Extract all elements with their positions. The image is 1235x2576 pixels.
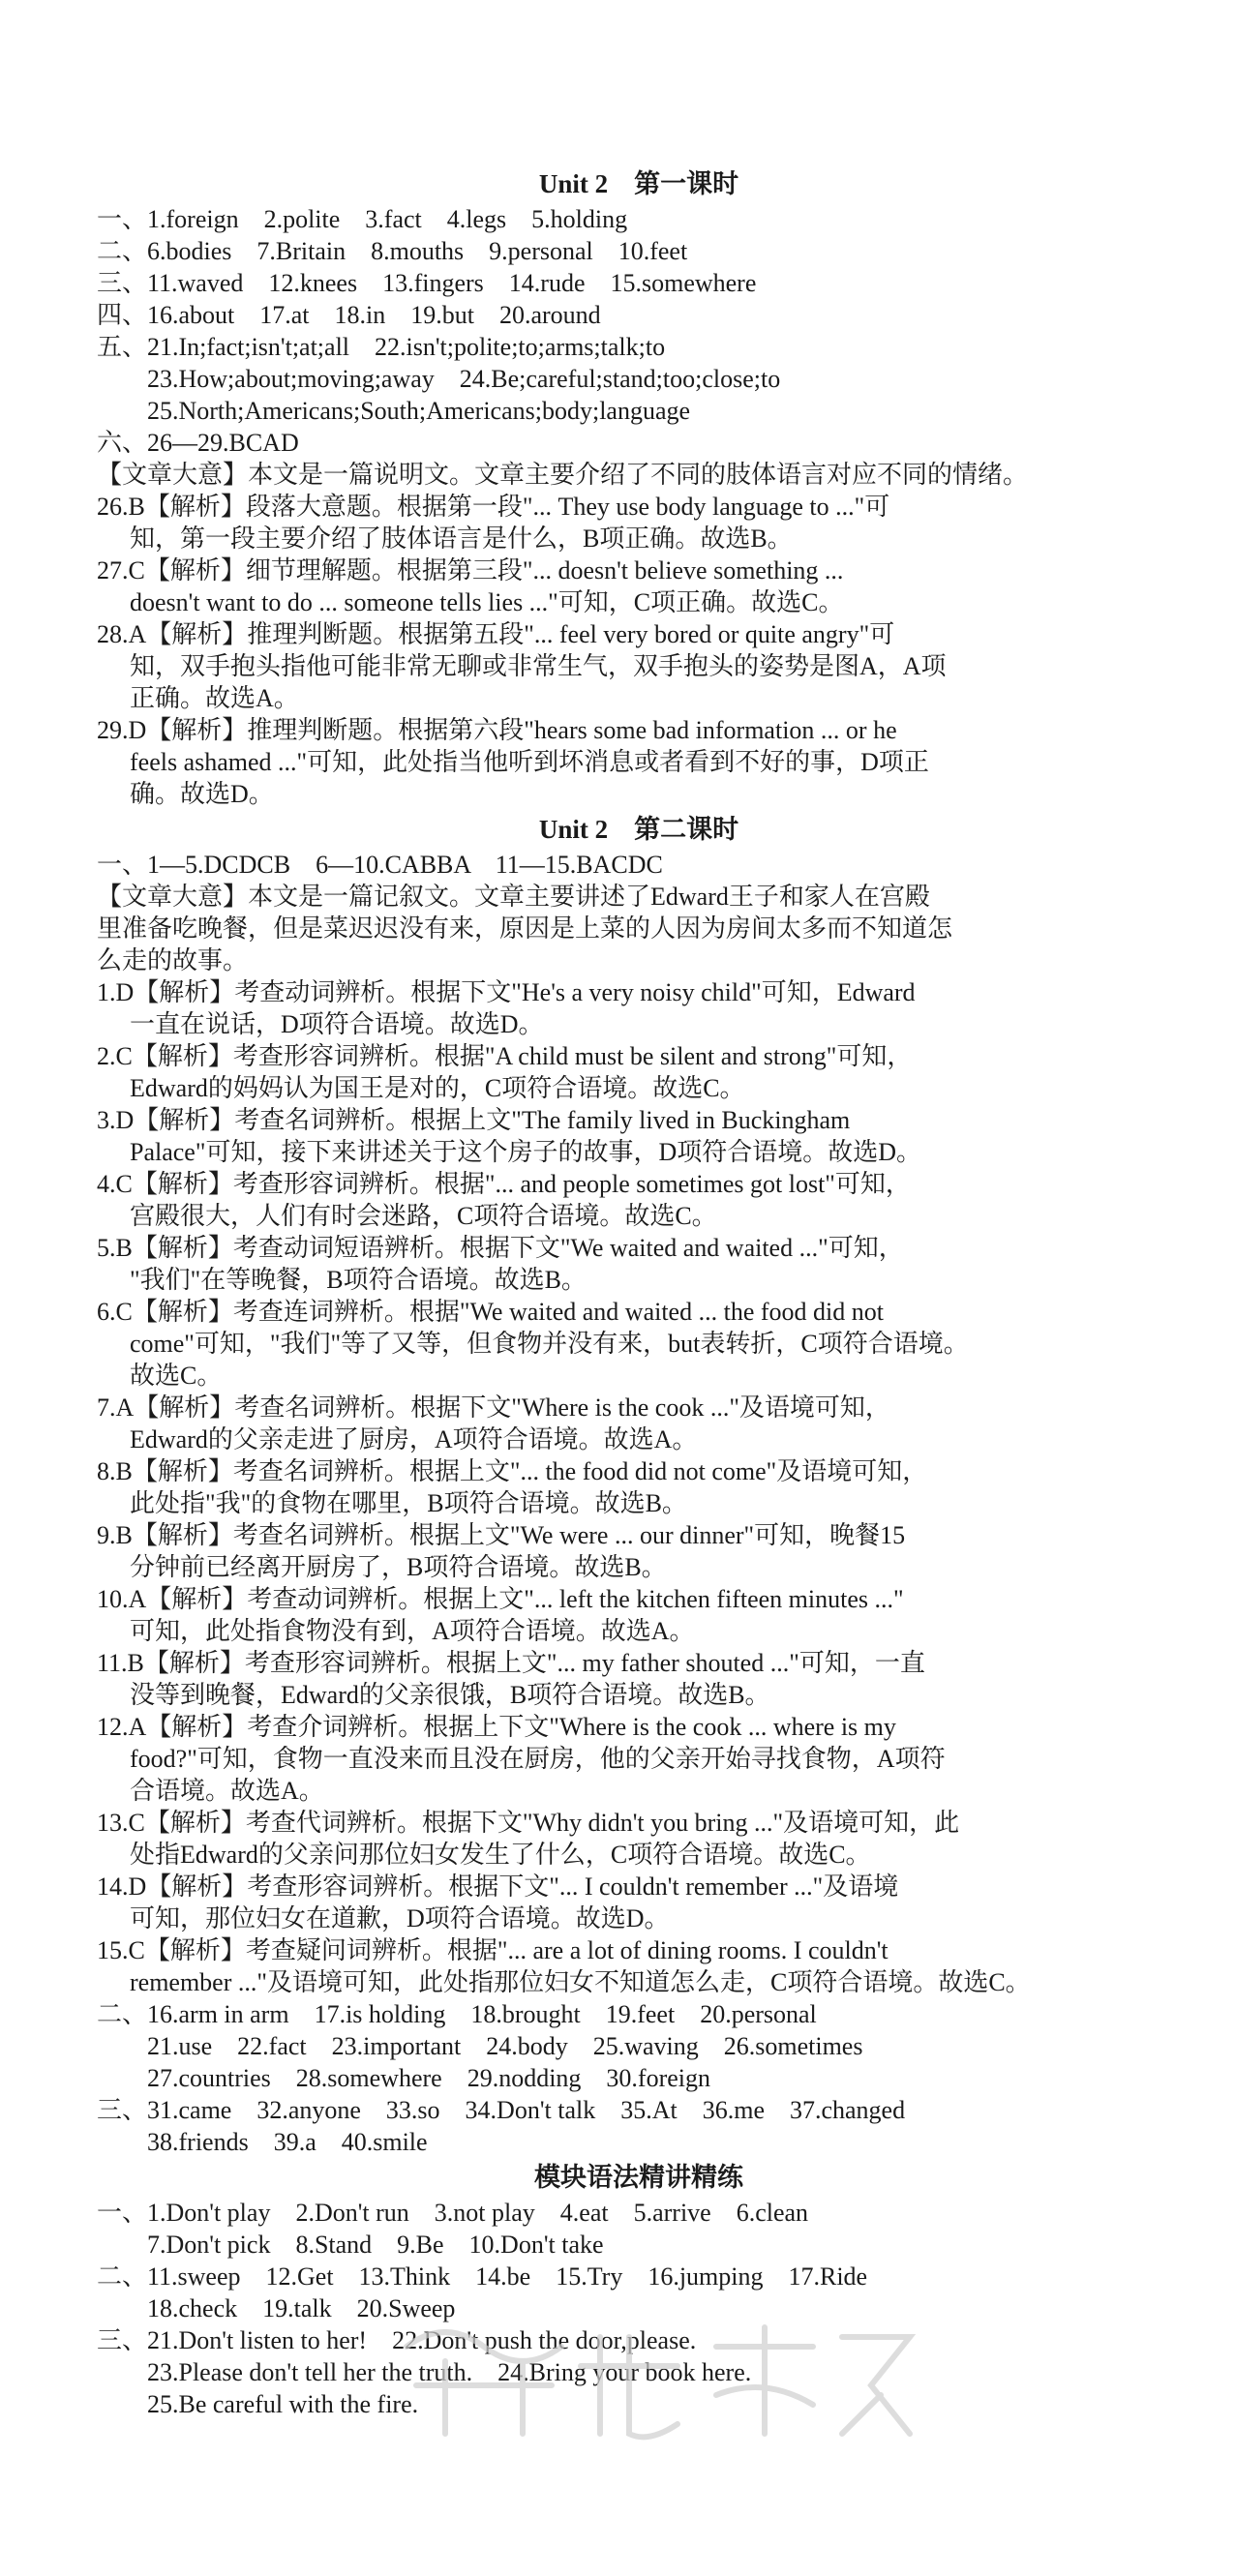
answer-line: 8.B【解析】考查名词辨析。根据上文"... the food did not come"及语境可知， [97, 1457, 928, 1485]
answer-line: 知，第一段主要介绍了肢体语言是什么，B项正确。故选B。 [130, 524, 793, 553]
answer-line: 25.North;Americans;South;Americans;body;language [147, 397, 691, 425]
answer-line: 没等到晚餐，Edward的父亲很饿，B项符合语境。故选B。 [130, 1681, 770, 1709]
answer-line: 里准备吃晚餐，但是菜迟迟没有来，原因是上菜的人因为房间太多而不知道怎 [97, 914, 953, 943]
answer-line: 知，双手抱头指他可能非常无聊或非常生气，双手抱头的姿势是图A，A项 [130, 652, 947, 680]
answer-line: 14.D【解析】考查形容词辨析。根据下文"... I couldn't remember ..."及语境 [97, 1872, 899, 1901]
answer-line: Edward的父亲走进了厨房，A项符合语境。故选A。 [130, 1425, 698, 1453]
answer-line: 23.Please don't tell her the truth. 24.Bring your book here. [147, 2358, 752, 2386]
answer-line: 一、1—5.DCDCB 6—10.CABBA 11—15.BACDC [97, 851, 663, 879]
answer-line: 一、1.foreign 2.polite 3.fact 4.legs 5.holding [97, 205, 628, 233]
answer-line: 7.Don't pick 8.Stand 9.Be 10.Don't take [147, 2231, 604, 2259]
answer-line: 4.C【解析】考查形容词辨析。根据"... and people sometimes got lost"可知， [97, 1170, 911, 1198]
answer-line: 3.D【解析】考查名词辨析。根据上文"The family lived in Buckingham [97, 1106, 851, 1134]
answer-line: 7.A【解析】考查名词辨析。根据下文"Where is the cook ..."及语境可知， [97, 1393, 890, 1422]
section-title: Unit 2 第二课时 [538, 815, 739, 844]
answer-line: 确。故选D。 [130, 780, 274, 808]
answer-line: 【文章大意】本文是一篇说明文。文章主要介绍了不同的肢体语言对应不同的情绪。 [97, 461, 1029, 489]
answer-line: 二、16.arm in arm 17.is holding 18.brought 19.feet 20.personal [97, 2000, 817, 2028]
answer-line: Palace"可知，接下来讲述关于这个房子的故事，D项符合语境。故选D。 [130, 1138, 922, 1166]
answer-line: Edward的妈妈认为国王是对的，C项符合语境。故选C。 [130, 1074, 745, 1102]
answer-line: 二、11.sweep 12.Get 13.Think 14.be 15.Try 16.jumping 17.Ride [97, 2262, 868, 2291]
answer-line: 三、31.came 32.anyone 33.so 34.Don't talk 35.At 36.me 37.changed [97, 2096, 906, 2124]
answer-line: 38.friends 39.a 40.smile [147, 2128, 428, 2156]
answer-line: 处指Edward的父亲问那位妇女发生了什么，C项符合语境。故选C。 [130, 1841, 871, 1869]
answer-line: 26.B【解析】段落大意题。根据第一段"... They use body language to ..."可 [97, 493, 890, 521]
answer-line: 一、1.Don't play 2.Don't run 3.not play 4.eat 5.arrive 6.clean [97, 2199, 809, 2227]
answer-line: 5.B【解析】考查动词短语辨析。根据下文"We waited and waited ..."可知， [97, 1234, 904, 1262]
answer-line: 正确。故选A。 [130, 684, 299, 712]
section-title: 模块语法精讲精练 [534, 2163, 743, 2192]
answer-line: remember ..."及语境可知，此处指那位妇女不知道怎么走，C项符合语境。故选C。 [130, 1968, 1031, 1996]
answer-line: 六、26—29.BCAD [97, 429, 299, 457]
answer-line: feels ashamed ..."可知，此处指当他听到坏消息或者看到不好的事，D项正 [130, 748, 929, 776]
answer-line: 合语境。故选A。 [130, 1777, 324, 1805]
answer-line: 此处指"我"的食物在哪里，B项符合语境。故选B。 [130, 1489, 687, 1517]
answer-line: 12.A【解析】考查介词辨析。根据上下文"Where is the cook ... where is my [97, 1713, 896, 1741]
answer-line: 21.use 22.fact 23.important 24.body 25.waving 26.sometimes [147, 2032, 863, 2060]
answer-line: 29.D【解析】推理判断题。根据第六段"hears some bad information ... or he [97, 716, 897, 744]
answer-line: doesn't want to do ... someone tells lies ..."可知，C项正确。故选C。 [130, 588, 844, 616]
answer-line: 6.C【解析】考查连词辨析。根据"We waited and waited ... the food did not [97, 1298, 884, 1326]
answer-line: "我们"在等晚餐，B项符合语境。故选B。 [130, 1266, 587, 1294]
answer-line: 18.check 19.talk 20.Sweep [147, 2294, 456, 2322]
answer-line: 五、21.In;fact;isn't;at;all 22.isn't;polite;to;arms;talk;to [97, 333, 666, 361]
answer-line: 15.C【解析】考查疑问词辨析。根据"... are a lot of dining rooms. I couldn't [97, 1936, 889, 1964]
answer-line: 【文章大意】本文是一篇记叙文。文章主要讲述了Edward王子和家人在宫殿 [97, 883, 930, 911]
answer-content [97, 165, 1181, 2420]
answer-line: 么走的故事。 [97, 946, 249, 974]
answer-line: 28.A【解析】推理判断题。根据第五段"... feel very bored or quite angry"可 [97, 620, 895, 648]
answer-line: 13.C【解析】考查代词辨析。根据下文"Why didn't you bring ..."及语境可知，此 [97, 1809, 960, 1837]
section-title: Unit 2 第一课时 [538, 169, 739, 198]
answer-line: 2.C【解析】考查形容词辨析。根据"A child must be silent and strong"可知， [97, 1042, 913, 1070]
answer-line: 27.C【解析】细节理解题。根据第三段"... doesn't believe something ... [97, 556, 844, 584]
answer-line: 可知，此处指食物没有到，A项符合语境。故选A。 [130, 1617, 695, 1645]
answer-line: 二、6.bodies 7.Britain 8.mouths 9.personal 10.feet [97, 237, 688, 265]
answer-line: come"可知，"我们"等了又等，但食物并没有来，but表转折，C项符合语境。 [130, 1330, 969, 1358]
answer-line: 分钟前已经离开厨房了，B项符合语境。故选B。 [130, 1553, 667, 1581]
answer-line: 三、11.waved 12.knees 13.fingers 14.rude 15.somewhere [97, 269, 757, 297]
answer-line: food?"可知，食物一直没来而且没在厨房，他的父亲开始寻找食物，A项符 [130, 1745, 946, 1773]
answer-line: 一直在说话，D项符合语境。故选D。 [130, 1010, 544, 1038]
answer-line: 9.B【解析】考查名词辨析。根据上文"We were ... our dinner"可知，晚餐15 [97, 1521, 906, 1549]
answer-line: 1.D【解析】考查动词辨析。根据下文"He's a very noisy child"可知，Edward [97, 978, 916, 1006]
answer-line: 四、16.about 17.at 18.in 19.but 20.around [97, 301, 601, 329]
answer-line: 三、21.Don't listen to her! 22.Don't push the door,please. [97, 2326, 697, 2354]
answer-line: 可知，那位妇女在道歉，D项符合语境。故选D。 [130, 1904, 670, 1932]
answer-line: 宫殿很大，人们有时会迷路，C项符合语境。故选C。 [130, 1202, 717, 1230]
answer-line: 故选C。 [130, 1362, 223, 1390]
answer-line: 11.B【解析】考查形容词辨析。根据上文"... my father shouted ..."可知，一直 [97, 1649, 925, 1677]
answer-line: 23.How;about;moving;away 24.Be;careful;stand;too;close;to [147, 365, 781, 393]
answer-line: 27.countries 28.somewhere 29.nodding 30.foreign [147, 2064, 711, 2092]
answer-line: 10.A【解析】考查动词辨析。根据上文"... left the kitchen fifteen minutes ..." [97, 1585, 904, 1613]
answer-line: 25.Be careful with the fire. [147, 2390, 419, 2418]
